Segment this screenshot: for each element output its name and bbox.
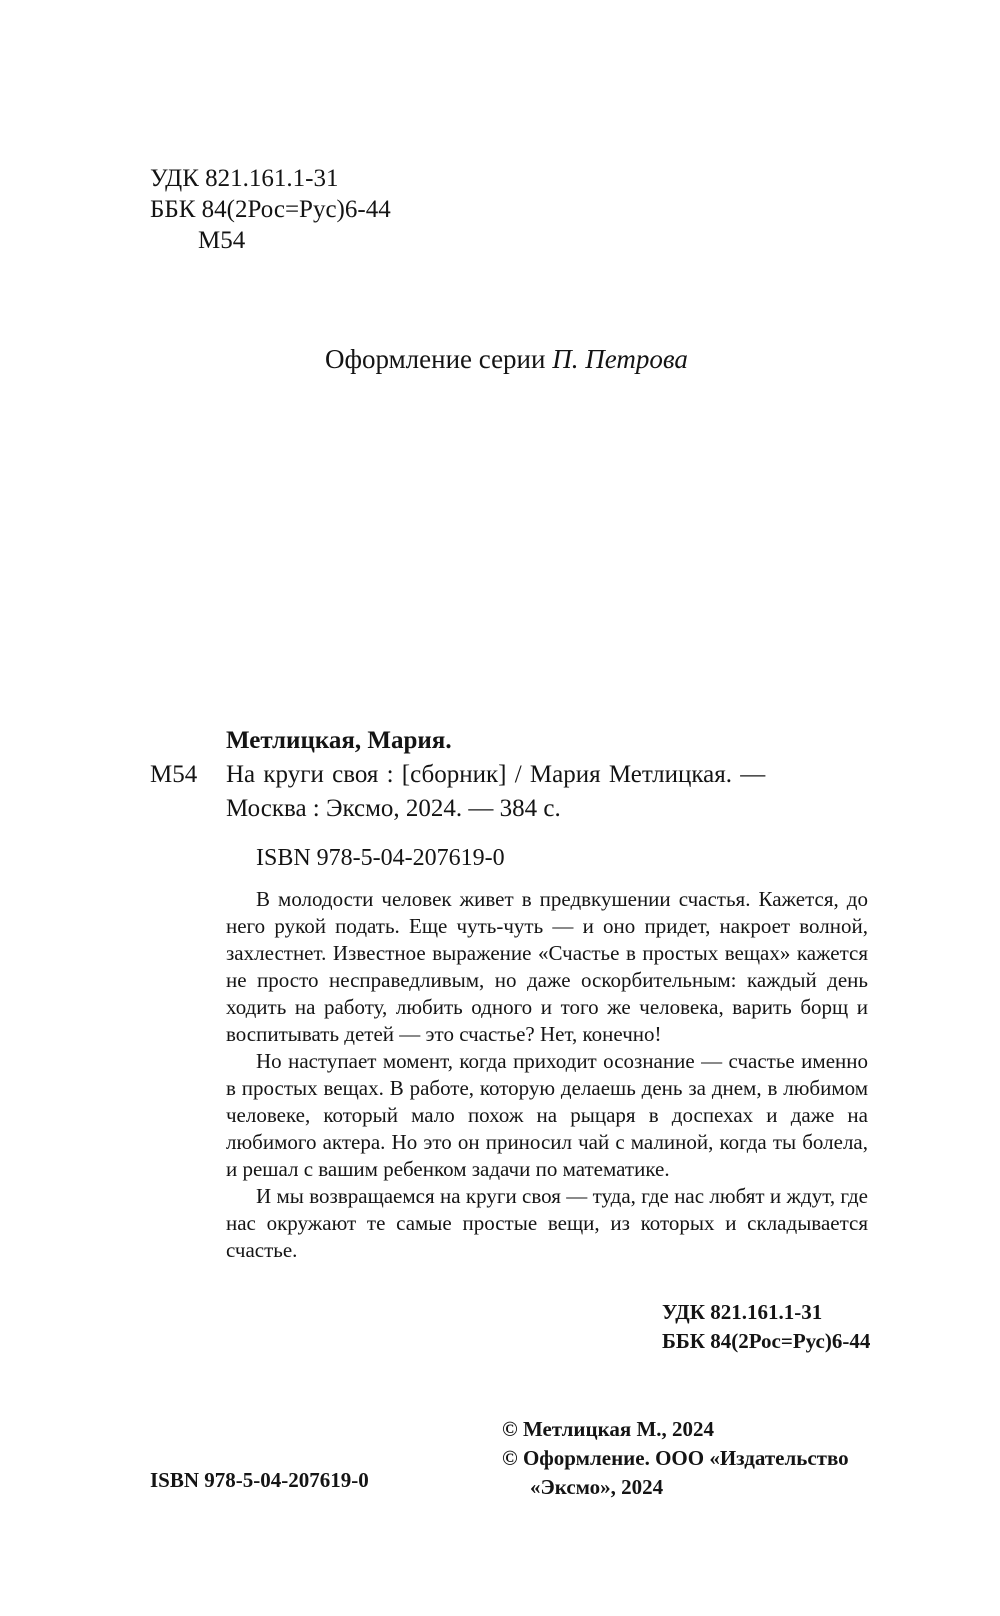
copyright-block xyxy=(502,1415,849,1502)
catalog-title-line-2: Москва : Эксмо, 2024. — 384 с. xyxy=(226,795,561,822)
catalog-isbn: ISBN 978-5-04-207619-0 xyxy=(256,845,505,871)
series-designer-name: П. Петрова xyxy=(552,344,688,374)
bottom-classifiers xyxy=(662,1298,870,1356)
bottom-bbk-code: ББК 84(2Рос=Рус)6-44 xyxy=(662,1329,871,1353)
copyright-design-line-2: «Эксмо», 2024 xyxy=(530,1475,664,1499)
annotation-paragraph-2: Но наступает момент, когда приходит осознание — счастье именно в простых вещах. В работе, которую делаешь день за днем, в любимом человеке, который мало похож на рыцаря в доспехах и даже на любимого актера. Но это он приносил чай с малиной, когда ты болела, и решал с вашим ребенком задачи по математике. xyxy=(226,1049,868,1181)
series-design-credit xyxy=(325,343,688,375)
bbk-code: ББК 84(2Рос=Рус)6-44 xyxy=(150,196,391,223)
bottom-udk-code: УДК 821.161.1-31 xyxy=(662,1300,823,1324)
series-design-label: Оформление серии xyxy=(325,344,546,374)
annotation-paragraph-3: И мы возвращаемся на круги своя — туда, где нас любят и ждут, где нас окружают те самые простые вещи, из которых и складывается счастье. xyxy=(226,1184,868,1262)
catalog-author: Метлицкая, Мария. xyxy=(226,727,452,754)
annotation xyxy=(226,886,868,1264)
catalog-title-line-1: На круги своя : [сборник] / Мария Метлицкая. — xyxy=(226,761,766,788)
copyright-author: © Метлицкая М., 2024 xyxy=(502,1417,715,1441)
footer-isbn: ISBN 978-5-04-207619-0 xyxy=(150,1468,369,1492)
author-mark: М54 xyxy=(198,227,246,254)
top-classifiers xyxy=(150,163,391,256)
annotation-paragraph-1: В молодости человек живет в предвкушении счастья. Кажется, до него рукой подать. Еще чуть-чуть — и оно придет, накроет волной, захлестнет. Известное выражение «Счастье в простых вещах» кажется не просто несправедливым, но даже оскорбительным: каждый день ходить на работу, любить одного и того же человека, варить борщ и воспитывать детей — это счастье? Нет, конечно! xyxy=(226,887,868,1046)
copyright-design-line-1: © Оформление. ООО «Издательство xyxy=(502,1446,849,1470)
catalog-author-mark: М54 xyxy=(150,761,198,788)
udk-code: УДК 821.161.1-31 xyxy=(150,165,339,192)
